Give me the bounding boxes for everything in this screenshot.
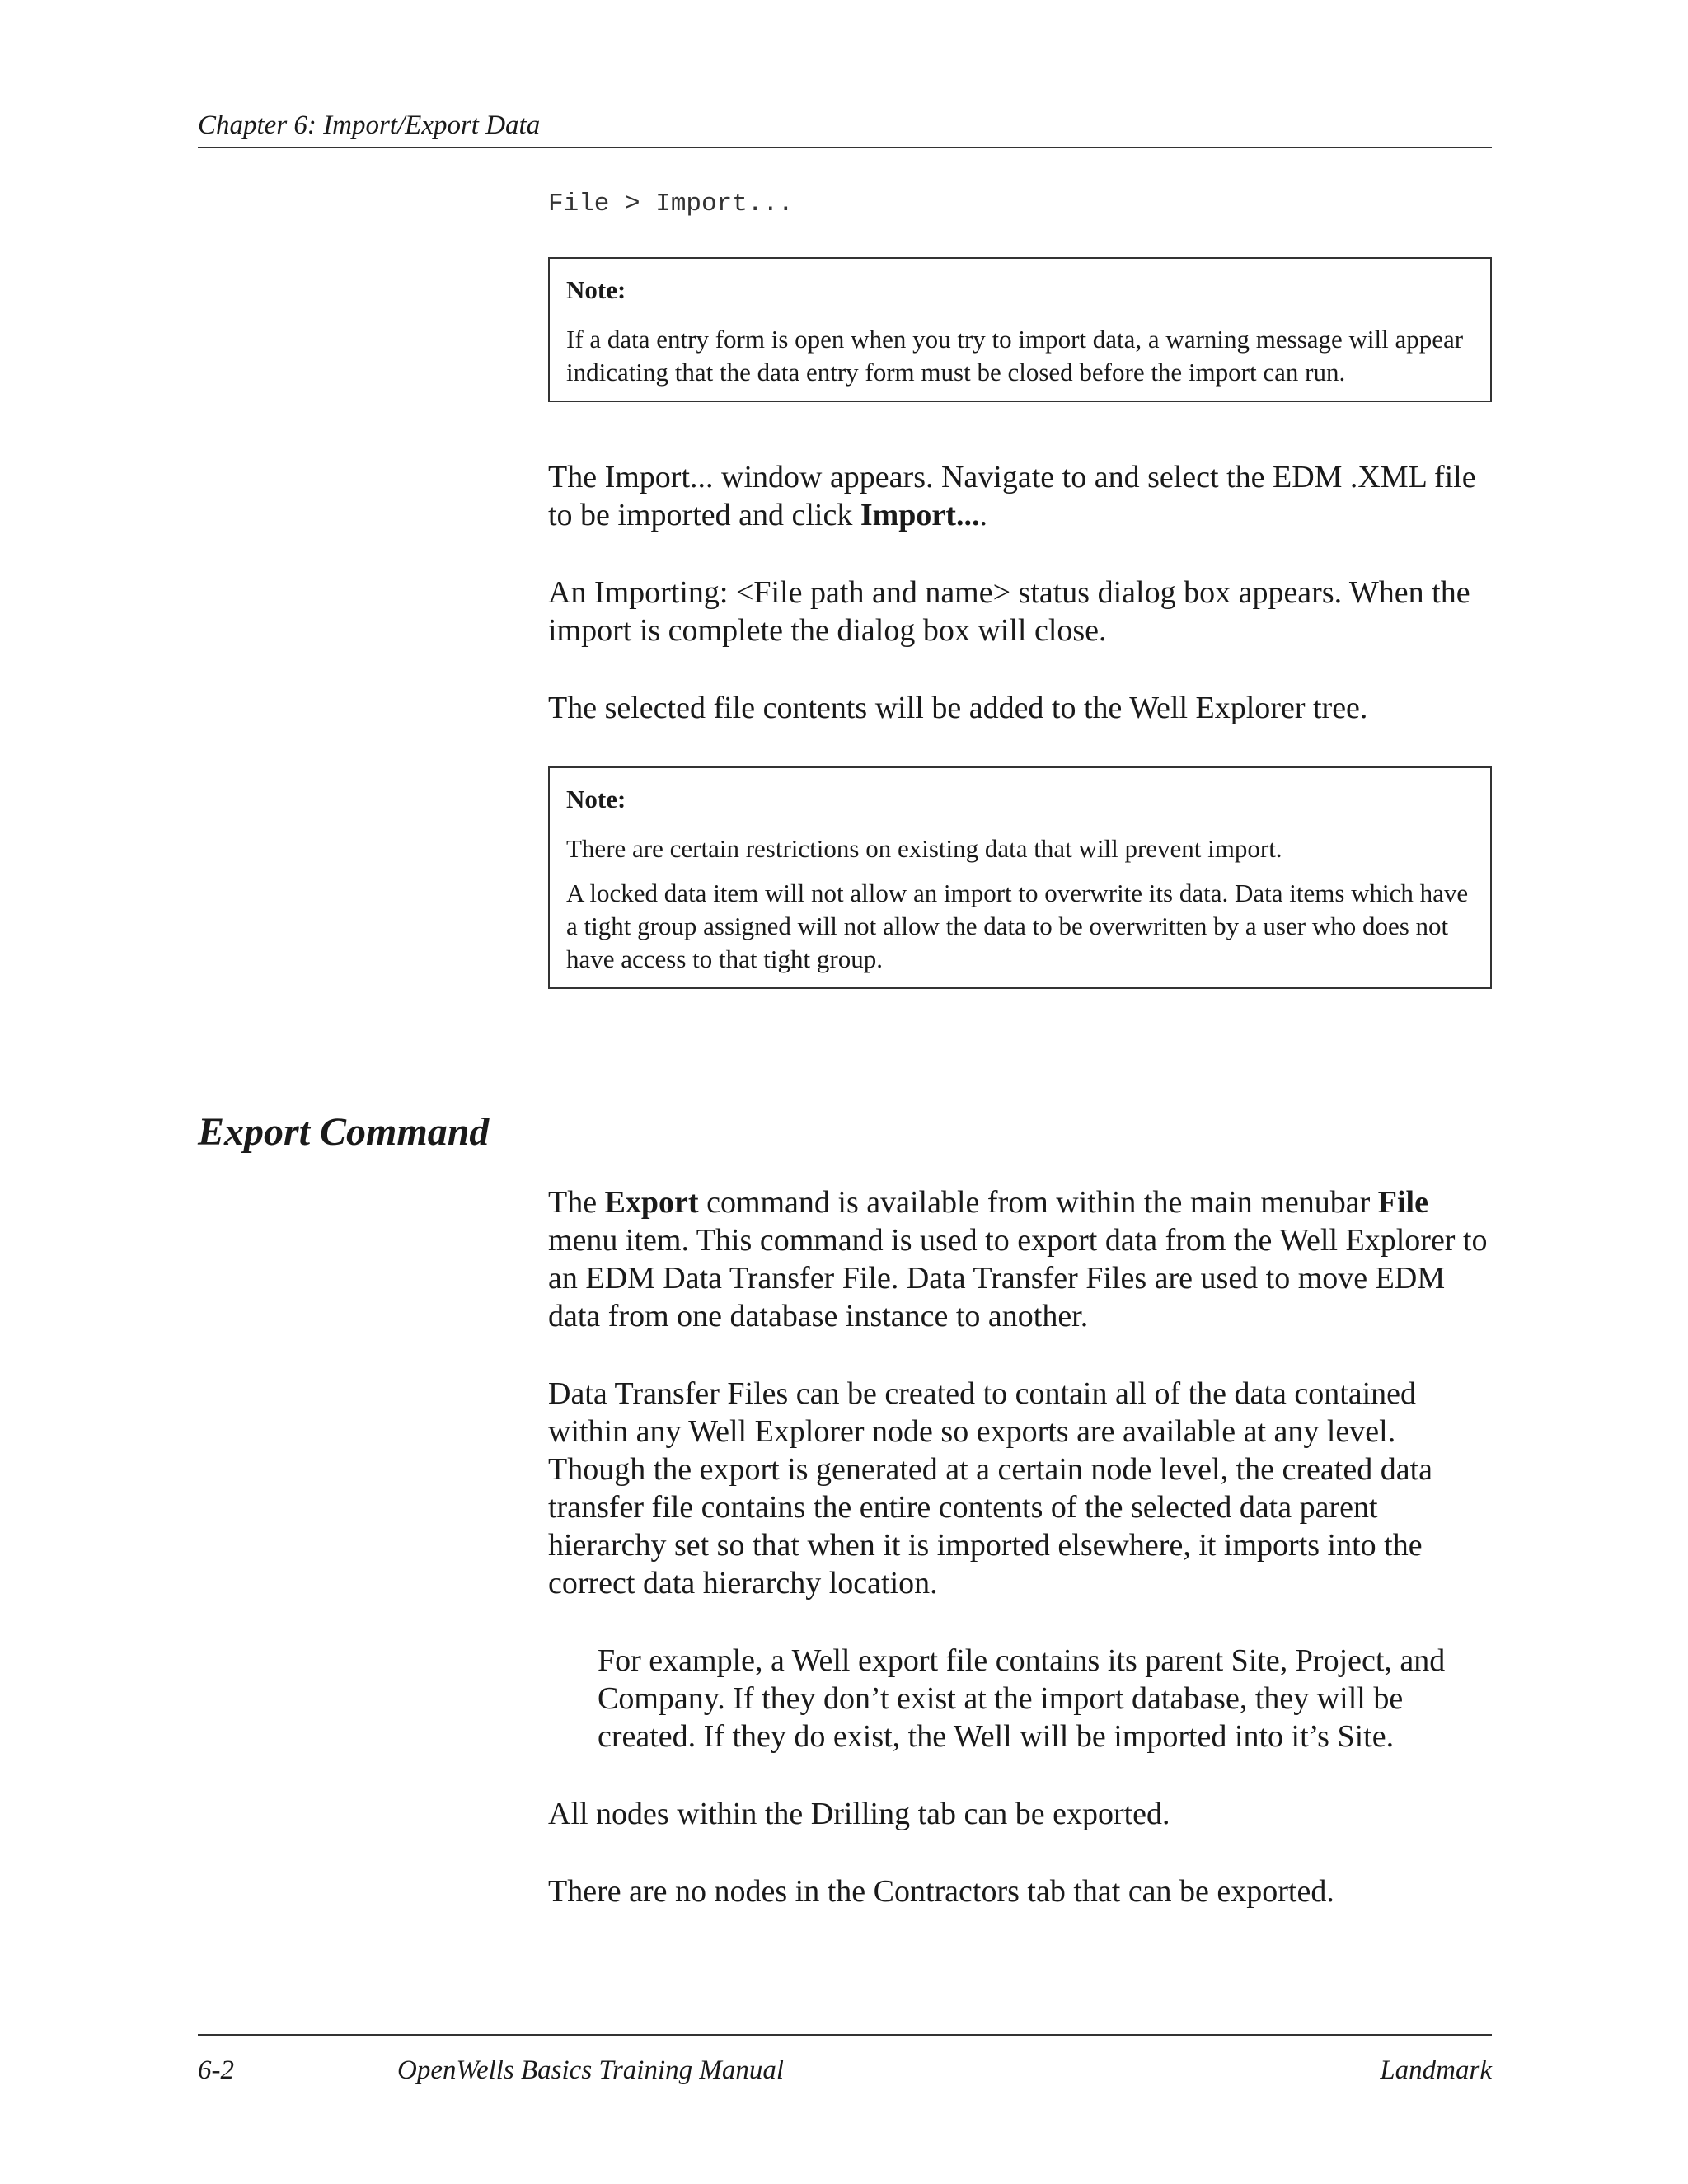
para-text: The (548, 1185, 605, 1220)
note-title: Note: (566, 275, 626, 304)
note-title: Note: (566, 785, 626, 813)
note-box-form-open (548, 257, 1492, 402)
note-text: If a data entry form is open when you try to import data, a warning message will appear indicating that the data entry form must be closed before the import can run. (566, 325, 1464, 387)
brand-name: Landmark (1380, 2055, 1492, 2085)
export-ref: Export (604, 1185, 699, 1220)
chapter-title: Chapter 6: Import/Export Data (198, 110, 541, 140)
data-transfer-paragraph: Data Transfer Files can be created to contain all of the data contained within any Well Explorer node so exports are available at any level. Though the export is generated at a certain node level, the created data transfer file contains the entire contents of the selected data parent hierarchy set so that when it is imported elsewhere, it imports into the correct data hierarchy location. (548, 1376, 1432, 1601)
example-paragraph: For example, a Well export file contains its parent Site, Project, and Company. If they don’t exist at the import database, they will be created. If they do exist, the Well will be imported into it’s Site. (598, 1643, 1446, 1754)
import-window-paragraph (548, 458, 1492, 534)
export-intro-paragraph (548, 1183, 1492, 1335)
manual-title: OpenWells Basics Training Manual (397, 2055, 785, 2085)
note-text: A locked data item will not allow an import to overwrite its data. Data items which have a tight group assigned will not allow the data to be overwritten by a user who does not have access to that tight group. (566, 879, 1469, 973)
export-command-heading: Export Command (198, 1110, 490, 1154)
note-text: There are certain restrictions on existing data that will prevent import. (566, 834, 1282, 863)
importing-status-paragraph: An Importing: <File path and name> status dialog box appears. When the import is complete the dialog box will close. (548, 575, 1470, 648)
file-contents-paragraph: The selected file contents will be added to the Well Explorer tree. (548, 691, 1368, 725)
page-header (198, 105, 1492, 148)
para-text: command is available from within the main menubar (698, 1185, 1378, 1220)
drilling-tab-paragraph: All nodes within the Drilling tab can be exported. (548, 1797, 1170, 1831)
import-button-ref: Import... (860, 498, 980, 532)
file-menu-ref: File (1377, 1185, 1428, 1220)
import-content (548, 188, 1492, 989)
note-box-restrictions (548, 766, 1492, 989)
para-text: . (979, 498, 987, 532)
para-text: menu item. This command is used to export data from the Well Explorer to an EDM Data Transfer File. Data Transfer Files are used to move EDM data from one database instance to another. (548, 1223, 1488, 1333)
contractors-tab-paragraph: There are no nodes in the Contractors tab that can be exported. (548, 1874, 1334, 1909)
page-number: 6-2 (198, 2055, 234, 2085)
menu-path: File > Import... (548, 190, 794, 218)
page-footer (198, 2034, 1492, 2093)
para-text: The Import... window appears. Navigate to and select the EDM .XML file to be imported and click (548, 460, 1476, 532)
export-content (548, 1183, 1492, 1950)
